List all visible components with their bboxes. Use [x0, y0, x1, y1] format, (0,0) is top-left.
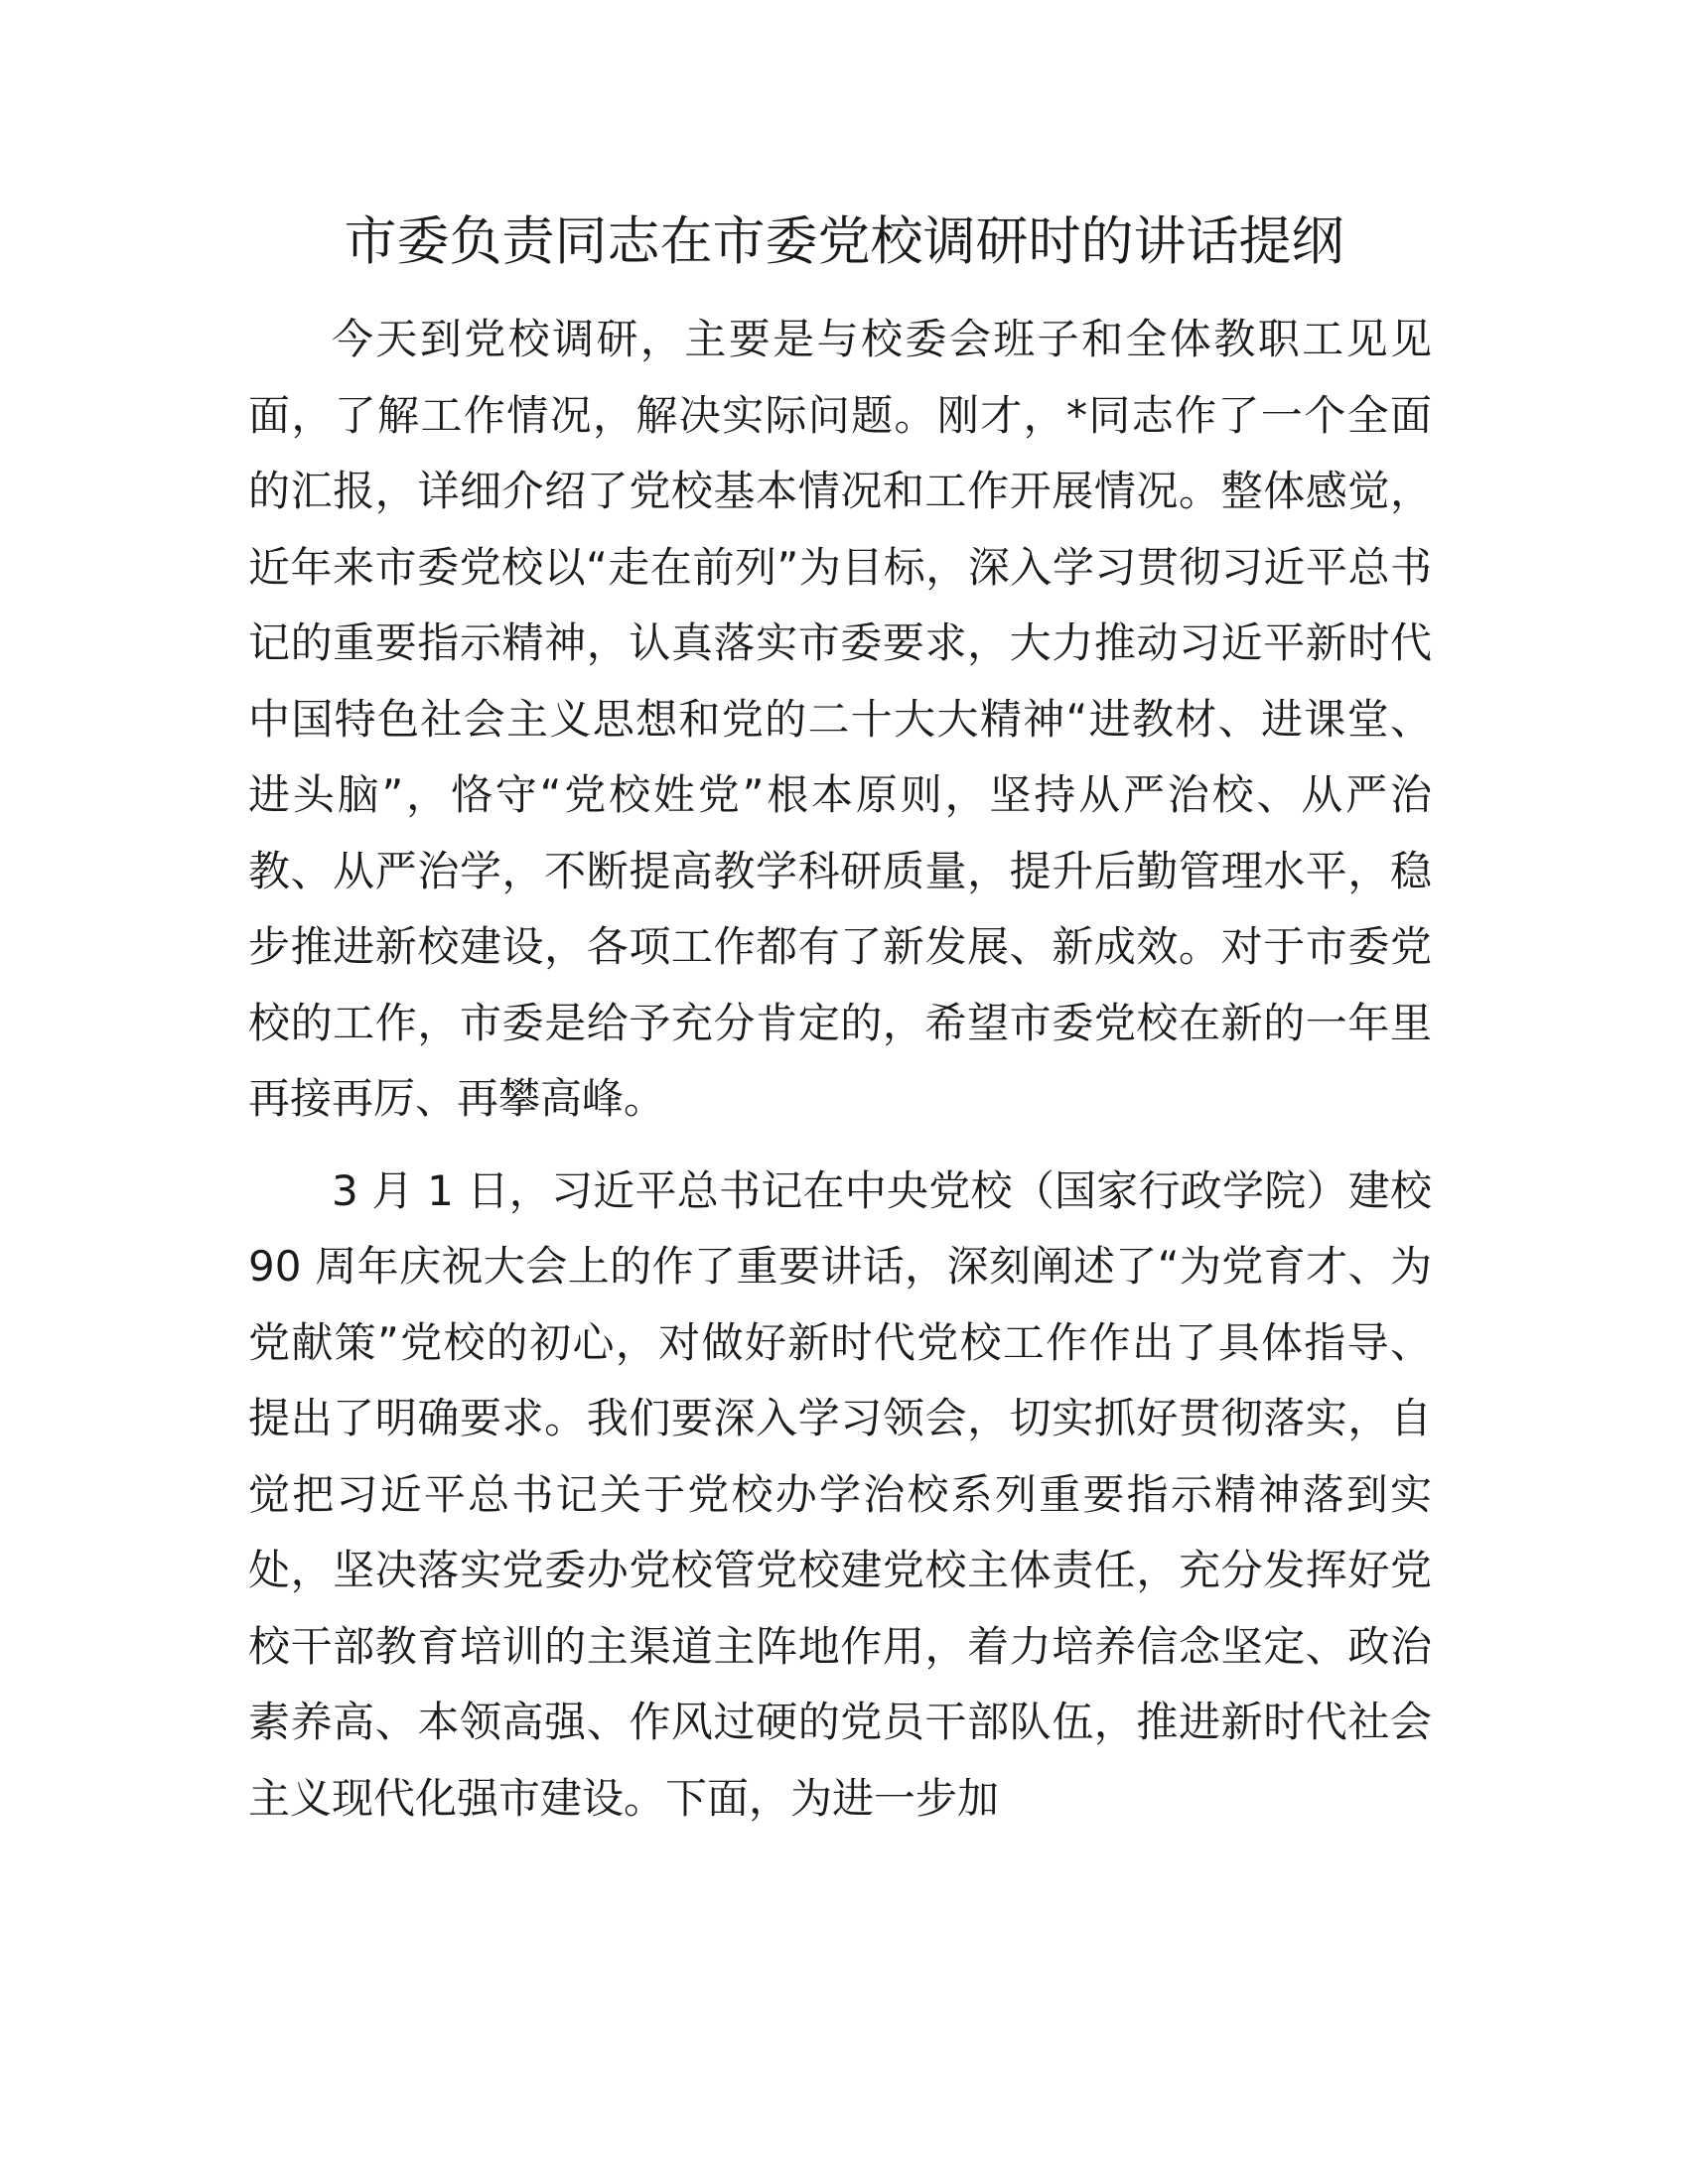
- paragraph-1: 今天到党校调研，主要是与校委会班子和全体教职工见见面，了解工作情况，解决实际问题。刚才，*同志作了一个全面的汇报，详细介绍了党校基本情况和工作开展情况。整体感觉，近年来市委党校以“走在前列”为目标，深入学习贯彻习近平总书记的重要指示精神，认真落实市委要求，大力推动习近平新时代中国特色社会主义思想和党的二十大大精神“进教材、进课堂、进头脑”，恪守“党校姓党”根本原则，坚持从严治校、从严治教、从严治学，不断提高教学科研质量，提升后勤管理水平，稳步推进新校建设，各项工作都有了新发展、新成效。对于市委党校的工作，市委是给予充分肯定的，希望市委党校在新的一年里再接再厉、再攀高峰。: [248, 315, 1432, 1123]
- document-title: 市委负责同志在市委党校调研时的讲话提纲: [344, 211, 1344, 272]
- paragraph-2: 3 月 1 日，习近平总书记在中央党校（国家行政学院）建校 90 周年庆祝大会上的作了重要讲话，深刻阐述了“为党育才、为党献策”党校的初心，对做好新时代党校工作作出了具体指导、提出了明确要求。我们要深入学习领会，切实抓好贯彻落实，自觉把习近平总书记关于党校办学治校系列重要指示精神落到实处，坚决落实党委办党校管党校建党校主体责任，充分发挥好党校干部教育培训的主渠道主阵地作用，着力培养信念坚定、政治素养高、本领高强、作风过硬的党员干部队伍，推进新时代社会主义现代化强市建设。下面，为进一步加: [248, 1165, 1432, 1823]
- document-body: [248, 302, 1432, 1837]
